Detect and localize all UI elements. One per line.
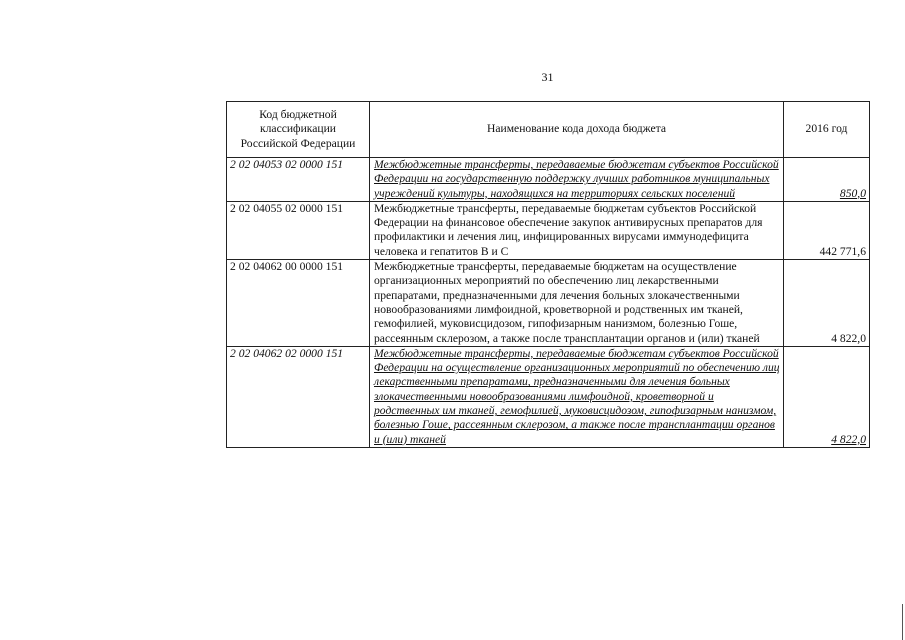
row-value <box>784 158 870 202</box>
row-code: 2 02 04055 02 0000 151 <box>227 201 370 259</box>
row-value-text: 442 771,6 <box>819 244 866 258</box>
table-row <box>227 201 870 259</box>
row-value-text: 850,0 <box>839 186 866 200</box>
row-name <box>370 201 784 259</box>
row-name-text: Межбюджетные трансферты, передаваемые бюджетам субъектов Российской Федерации на осуществление организационных мероприятий по обеспечению лиц лекарственными препаратами, предназначенными для лечения больных злокачественными новообразованиями лимфоидной, кроветворной и родственных им тканей, гемофилией, муковисцидозом, гипофизарным нанизмом, болезнью Гоше, рассеянным склерозом, а также после трансплантации органов и (или) тканей <box>374 346 780 446</box>
header-year: 2016 год <box>784 102 870 158</box>
table-row <box>227 158 870 202</box>
row-name-text: Межбюджетные трансферты, передаваемые бюджетам субъектов Российской Федерации на государственную поддержку лучших работников муниципальных учреждений культуры, находящихся на территориях сельских поселений <box>374 158 779 200</box>
row-code: 2 02 04053 02 0000 151 <box>227 158 370 202</box>
table-row <box>227 346 870 447</box>
page-number: 31 <box>541 70 554 84</box>
table-header-row <box>227 102 870 158</box>
budget-revenue-table <box>226 101 870 448</box>
row-value <box>784 346 870 447</box>
row-value <box>784 260 870 347</box>
row-value-text: 4 822,0 <box>831 432 866 446</box>
row-value-text: 4 822,0 <box>831 331 866 345</box>
row-name <box>370 260 784 347</box>
row-code: 2 02 04062 02 0000 151 <box>227 346 370 447</box>
row-name <box>370 158 784 202</box>
header-code: Код бюджетной классификации Российской Федерации <box>227 102 370 158</box>
table-row <box>227 260 870 347</box>
row-name-text: Межбюджетные трансферты, передаваемые бюджетам на осуществление организационных мероприятий по обеспечению лиц лекарственными препаратами, предназначенными для лечения больных злокачественными новообразованиями лимфоидной, кроветворной и родственных им тканей, гемофилией, муковисцидозом, гипофизарным нанизмом, болезнью Гоше, рассеянным склерозом, а также после трансплантации органов и (или) тканей <box>374 260 760 345</box>
row-name-text: Межбюджетные трансферты, передаваемые бюджетам субъектов Российской Федерации на финансовое обеспечение закупок антивирусных препаратов для профилактики и лечения лиц, инфицированных вирусами иммунодефицита человека и гепатитов В и С <box>374 201 763 258</box>
row-code: 2 02 04062 00 0000 151 <box>227 260 370 347</box>
header-name: Наименование кода дохода бюджета <box>370 102 784 158</box>
scan-edge-mark <box>902 604 903 640</box>
row-value <box>784 201 870 259</box>
row-name <box>370 346 784 447</box>
